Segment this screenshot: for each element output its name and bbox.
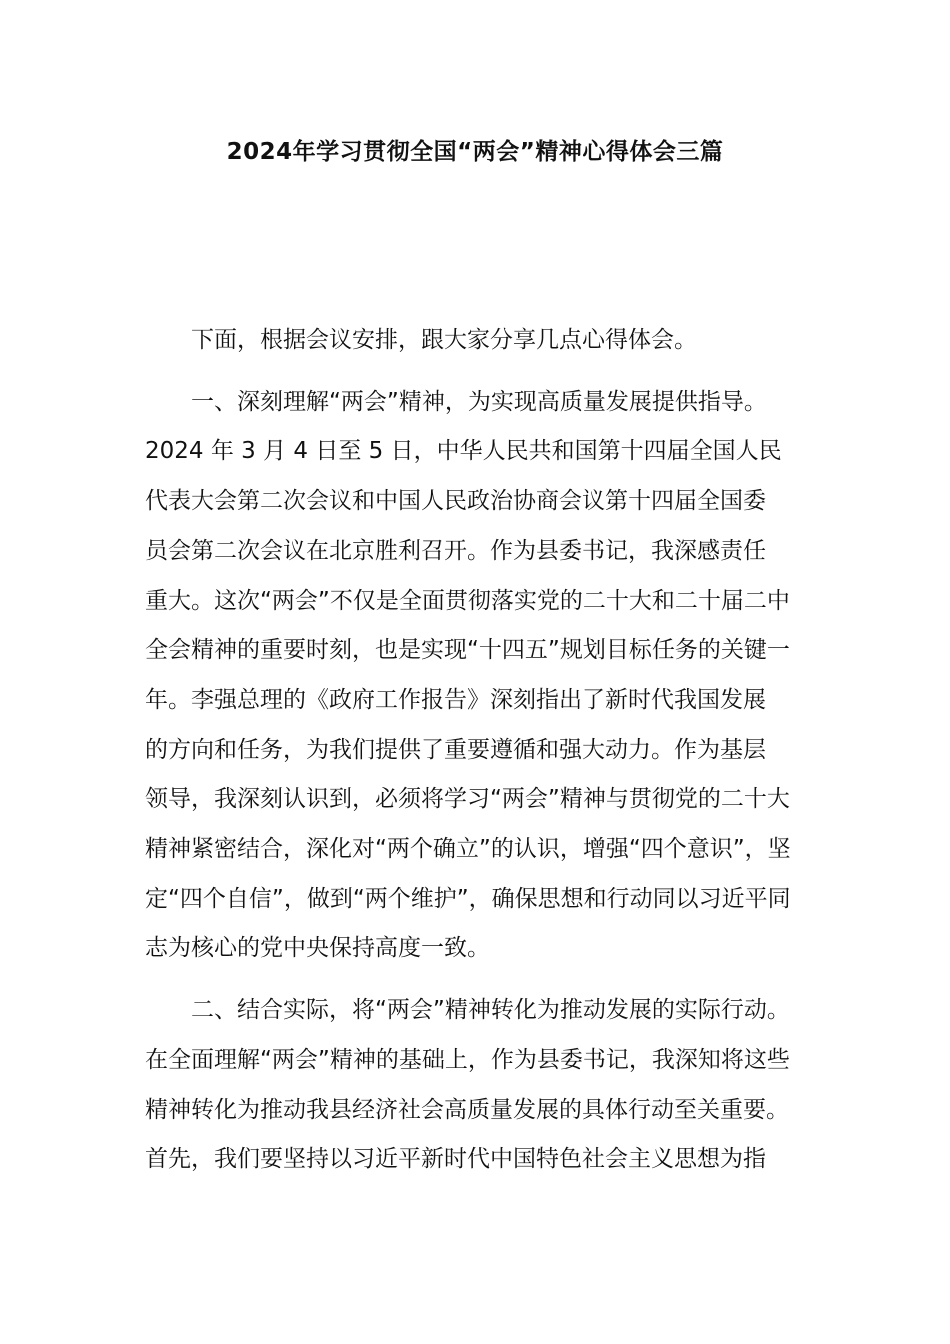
paragraph-line: 一、深刻理解“两会”精神，为实现高质量发展提供指导。 [191, 388, 767, 415]
paragraph-line: 员会第二次会议在北京胜利召开。作为县委书记，我深感责任 [145, 537, 766, 564]
document-title: 2024年学习贯彻全国“两会”精神心得体会三篇 [226, 139, 724, 165]
paragraph-line: 领导，我深刻认识到，必须将学习“两会”精神与贯彻党的二十大 [145, 786, 790, 813]
paragraph-line: 代表大会第二次会议和中国人民政治协商会议第十四届全国委 [145, 488, 766, 515]
paragraph-line: 的方向和任务，为我们提供了重要遵循和强大动力。作为基层 [145, 736, 766, 763]
paragraph-line: 志为核心的党中央保持高度一致。 [145, 935, 490, 962]
paragraph-line: 定“四个自信”，做到“两个维护”，确保思想和行动同以习近平同 [145, 885, 791, 912]
paragraph-line: 首先，我们要坚持以习近平新时代中国特色社会主义思想为指 [145, 1146, 766, 1173]
paragraph-line: 在全面理解“两会”精神的基础上，作为县委书记，我深知将这些 [145, 1046, 790, 1073]
paragraph-line: 年。李强总理的《政府工作报告》深刻指出了新时代我国发展 [145, 686, 766, 713]
paragraph-1 [145, 316, 813, 366]
paragraph-line: 精神转化为推动我县经济社会高质量发展的具体行动至关重要。 [145, 1096, 789, 1123]
paragraph-2 [145, 378, 813, 974]
paragraph-line: 下面，根据会议安排，跟大家分享几点心得体会。 [191, 327, 697, 353]
paragraph-line: 二、结合实际，将“两会”精神转化为推动发展的实际行动。 [191, 997, 790, 1024]
paragraph-line: 精神紧密结合，深化对“两个确立”的认识，增强“四个意识”，坚 [145, 836, 791, 863]
document-body [145, 316, 813, 1185]
paragraph-line: 重大。这次“两会”不仅是全面贯彻落实党的二十大和二十届二中 [145, 587, 790, 614]
paragraph-line: 2024 年 3 月 4 日至 5 日，中华人民共和国第十四届全国人民 [145, 438, 782, 465]
paragraph-3 [145, 986, 813, 1185]
paragraph-line: 全会精神的重要时刻，也是实现“十四五”规划目标任务的关键一 [145, 637, 790, 664]
